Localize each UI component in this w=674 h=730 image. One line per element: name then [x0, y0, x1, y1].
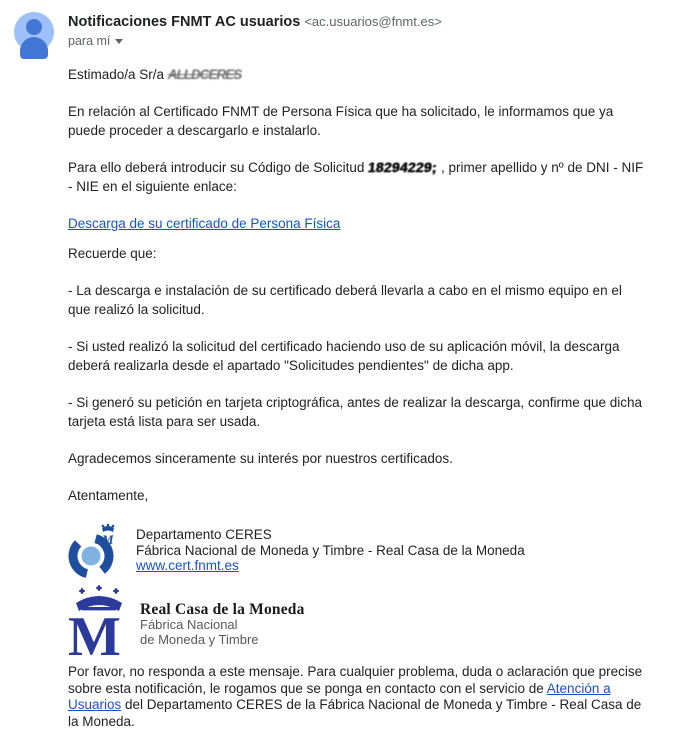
- atencion-usuarios-link[interactable]: Atención a Usuarios: [68, 680, 611, 712]
- fnmt-title: Real Casa de la Moneda: [140, 601, 305, 618]
- code-paragraph-after: , primer apellido y nº de DNI - NIF - NIE en el siguiente enlace:: [68, 160, 644, 194]
- fnmt-crown-m-logo-icon: [66, 585, 134, 668]
- bullet-crypto-card: - Si generó su petición en tarjeta criptográfica, antes de realizar la descarga, confirme que dicha tarjeta está lista para ser usada.: [68, 395, 643, 429]
- fnmt-sub-line1: Fábrica Nacional: [140, 617, 238, 632]
- greeting-line: [68, 65, 644, 84]
- email-body: [68, 65, 644, 505]
- bullet-mobile-app: - Si usted realizó la solicitud del certificado haciendo uso de su aplicación móvil, la descarga deberá realizarla desde el apartado "Solicitudes pendientes" de dicha app.: [68, 339, 620, 373]
- sender-avatar: [14, 12, 54, 52]
- download-link-line: [68, 214, 644, 233]
- code-paragraph-before: Para ello deberá introducir su Código de Solicitud: [68, 160, 369, 175]
- redacted-name: ALLDCERES: [167, 67, 242, 82]
- ceres-crown-mark: [101, 524, 114, 547]
- ceres-dept-line: Departamento CERES: [136, 527, 272, 542]
- intro-paragraph: En relación al Certificado FNMT de Persona Física que ha solicitado, le informamos que ya puede proceder a descargarlo e instalarlo.: [68, 104, 614, 138]
- footer-text-after: del Departamento CERES de la Fábrica Nacional de Moneda y Timbre - Real Casa de la Moneda.: [68, 697, 642, 729]
- code-paragraph: [68, 158, 644, 196]
- person-icon: [26, 19, 42, 35]
- sender-email: <ac.usuarios@fnmt.es>: [304, 14, 442, 29]
- redacted-request-code: 18294229;: [367, 160, 439, 175]
- footer-disclaimer: [68, 664, 644, 730]
- ceres-logo-icon: [68, 523, 120, 583]
- cert-fnmt-link[interactable]: www.cert.fnmt.es: [136, 558, 239, 573]
- closing-line: Atentamente,: [68, 488, 149, 503]
- ceres-org-line: Fábrica Nacional de Moneda y Timbre - Real Casa de la Moneda: [136, 542, 525, 558]
- chevron-down-icon: [115, 39, 123, 44]
- thanks-line: Agradecemos sinceramente su interés por nuestros certificados.: [68, 451, 453, 466]
- sender-name: Notificaciones FNMT AC usuarios: [68, 14, 301, 30]
- email-header: [0, 0, 674, 52]
- person-icon-body: [20, 37, 48, 59]
- fnmt-sub-line2: de Moneda y Timbre: [140, 631, 259, 647]
- recipient-toggle[interactable]: [68, 34, 442, 48]
- remember-heading: Recuerde que:: [68, 246, 157, 261]
- download-certificate-link[interactable]: Descarga de su certificado de Persona Física: [68, 216, 341, 231]
- bullet-same-computer: - La descarga e instalación de su certificado deberá llevarla a cabo en el mismo equipo en el que realizó la solicitud.: [68, 283, 622, 317]
- recipient-label: para mí: [68, 34, 111, 48]
- svg-text:M: M: [68, 606, 121, 668]
- svg-text:M: M: [102, 532, 114, 547]
- fnmt-signature: [66, 585, 674, 668]
- footer-text-before: Por favor, no responda a este mensaje. Para cualquier problema, duda o aclaración que precise sobre esta notificación, le rogamos que se ponga en contacto con el servicio de: [68, 664, 643, 696]
- ceres-signature: [68, 523, 674, 583]
- greeting-prefix: Estimado/a Sr/a: [68, 67, 168, 82]
- sender-block: [68, 12, 442, 48]
